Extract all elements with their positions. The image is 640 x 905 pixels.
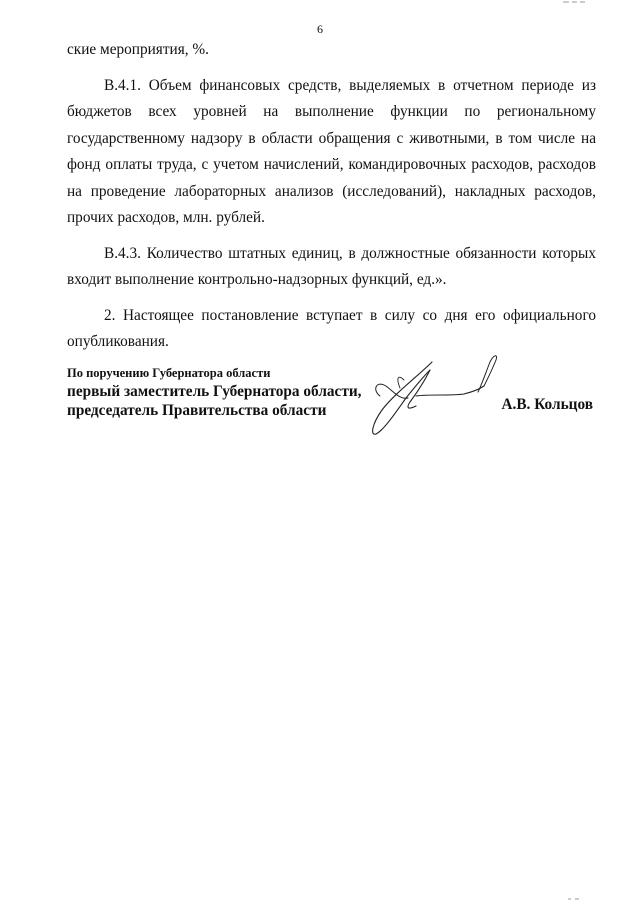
signatory-name: А.В. Кольцов — [501, 396, 593, 413]
paragraph-continuation: ские мероприятия, %. — [67, 41, 209, 58]
paragraph-b41: В.4.1. Объем финансовых средств, выделяемых в отчетном периоде из бюджетов всех уровней на выполнение функции по региональному государственному надзору в области обращения с животными, в том числе на фонд оплаты труда, с учетом начислений, командировочных расходов, расходов на проведение лабораторных анализов (исследований), накладных расходов, прочих расходов, млн. рублей. — [67, 76, 596, 226]
handwritten-signature — [360, 350, 510, 442]
signature-block — [67, 365, 367, 420]
signature-line-mandate: По поручению Губернатора области — [67, 366, 271, 380]
paragraph-b43: В.4.3. Количество штатных единиц, в должностные обязанности которых входит выполнение контрольно-надзорных функций, ед.». — [67, 244, 596, 288]
scan-artifact-mark — [563, 0, 585, 4]
scan-artifact-mark — [568, 897, 580, 901]
page-number: 6 — [317, 22, 323, 36]
document-body — [67, 37, 596, 356]
paragraph-2: 2. Настоящее постановление вступает в силу со дня его официального опубликования. — [67, 306, 596, 350]
signature-line-title: председатель Правительства области — [67, 402, 327, 419]
signature-line-position: первый заместитель Губернатора области, — [67, 383, 362, 400]
